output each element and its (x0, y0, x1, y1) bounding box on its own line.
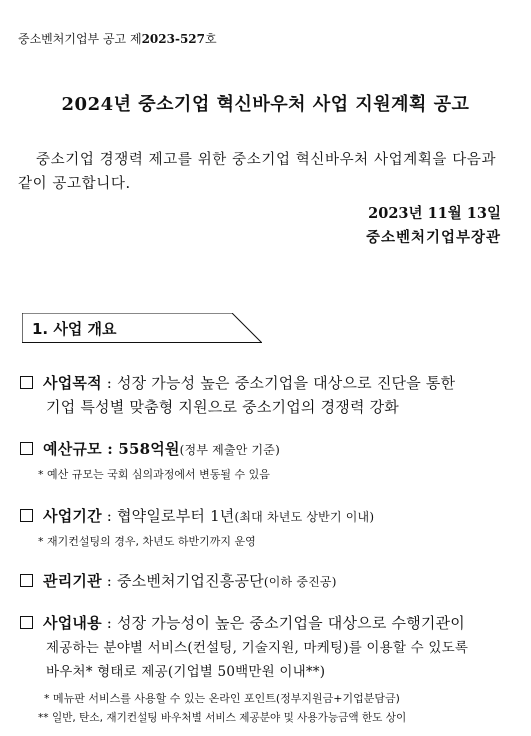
notice-number-line (18, 30, 217, 47)
budget-item (20, 438, 280, 459)
purpose-text-2: 기업 특성별 맞춤형 지원으로 중소기업의 경쟁력 강화 (46, 398, 399, 416)
document-title: 2024년 중소기업 혁신바우처 사업 지원계획 공고 (61, 94, 470, 115)
checkbox-icon (20, 574, 33, 587)
signer: 중소벤처기업부장관 (365, 229, 501, 246)
budget-label: 예산규모 (43, 440, 102, 458)
notice-number: 2023-527 (141, 32, 205, 46)
period-item (20, 505, 374, 526)
purpose-text-1: : 성장 가능성 높은 중소기업을 대상으로 진단을 통한 (101, 374, 456, 392)
content-note-1: * 메뉴판 서비스를 사용할 수 있는 온라인 포인트(정부지원금+기업분담금) (44, 692, 400, 705)
agency-item (20, 570, 337, 591)
checkbox-icon (20, 509, 33, 522)
section-title: 1. 사업 개요 (32, 320, 117, 338)
notice-suffix: 호 (205, 32, 217, 46)
content-text-2: 제공하는 분야별 서비스(컨설팅, 기술지원, 마케팅)를 이용할 수 있도록 (46, 640, 469, 656)
content-label: 사업내용 (43, 614, 102, 632)
period-paren: (최대 차년도 상반기 이내) (234, 510, 375, 524)
purpose-item (20, 372, 455, 393)
budget-value: : 558억원 (101, 440, 180, 458)
purpose-label: 사업목적 (43, 374, 102, 392)
agency-label: 관리기관 (43, 572, 102, 590)
intro-line-2: 같이 공고합니다. (18, 176, 131, 192)
checkbox-icon (20, 442, 33, 455)
budget-paren: (정부 제출안 기준) (179, 443, 280, 457)
agency-value: : 중소벤처기업진흥공단 (101, 572, 264, 590)
period-value: : 협약일로부터 1년 (101, 507, 235, 525)
checkbox-icon (20, 376, 33, 389)
content-item (20, 612, 465, 633)
checkbox-icon (20, 616, 33, 629)
content-text-3: 바우처* 형태로 제공(기업별 50백만원 이내**) (46, 664, 326, 680)
content-text-1: : 성장 가능성이 높은 중소기업을 대상으로 수행기관이 (101, 614, 465, 632)
intro-line-1: 중소기업 경쟁력 제고를 위한 중소기업 혁신바우처 사업계획을 다음과 (36, 152, 497, 168)
content-note-2: ** 일반, 탄소, 재기컨설팅 바우처별 서비스 제공분야 및 사용가능금액 한도 상이 (38, 712, 407, 724)
notice-prefix: 중소벤처기업부 공고 제 (18, 32, 142, 46)
budget-note: * 예산 규모는 국회 심의과정에서 변동될 수 있음 (38, 468, 270, 481)
announcement-date: 2023년 11월 13일 (368, 205, 501, 222)
period-note: * 재기컨설팅의 경우, 차년도 하반기까지 운영 (38, 535, 256, 548)
section-heading-box (22, 313, 262, 343)
period-label: 사업기간 (43, 507, 102, 525)
agency-paren: (이하 중진공) (263, 575, 337, 589)
